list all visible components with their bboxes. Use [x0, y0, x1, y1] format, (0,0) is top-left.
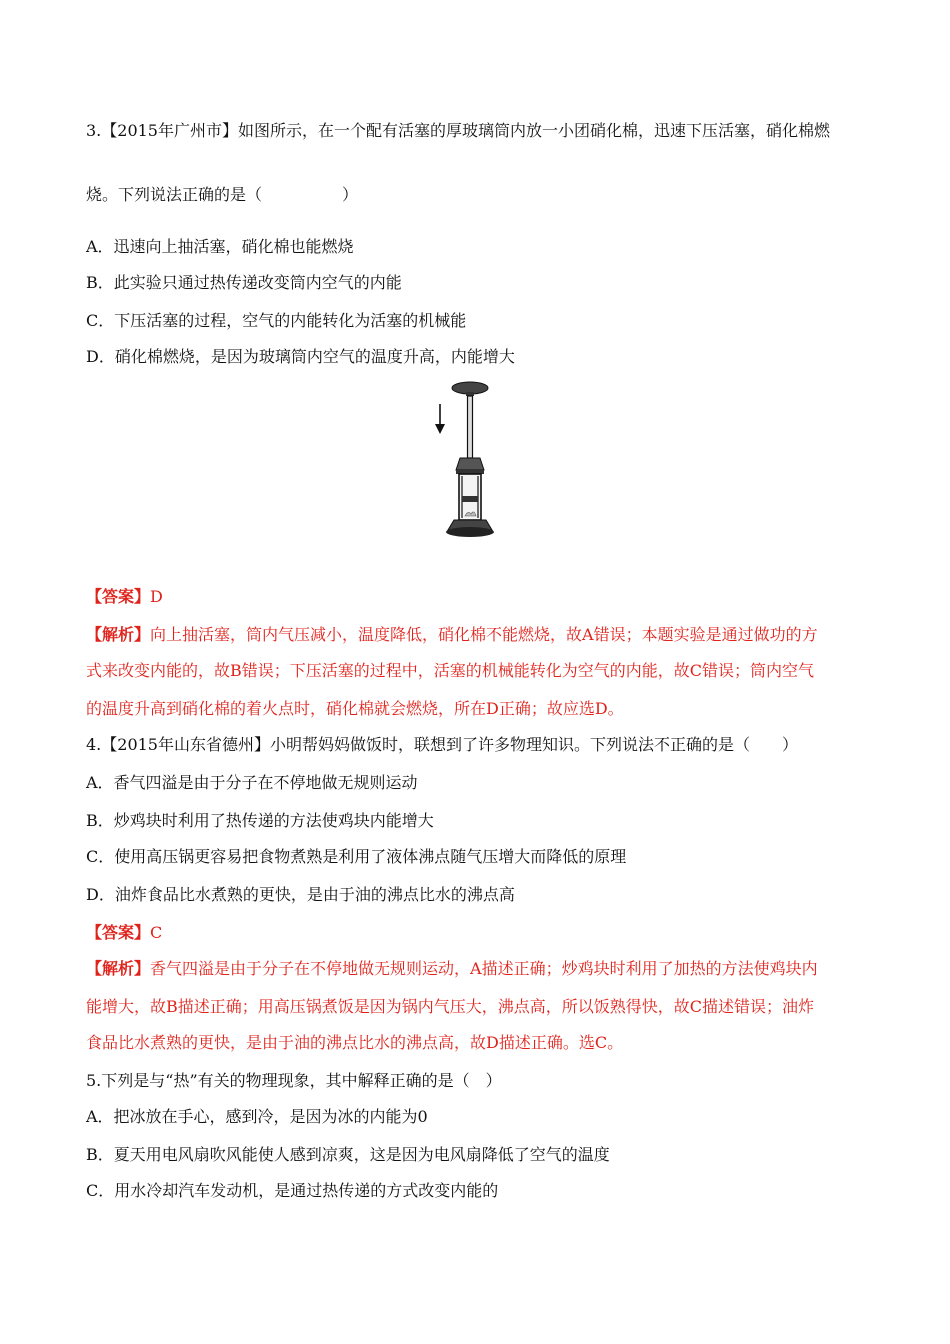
q4-option-c: C．使用高压锅更容易把食物煮熟是利用了液体沸点随气压增大而降低的原理: [86, 847, 627, 866]
q3-analysis-line3: 的温度升高到硝化棉的着火点时，硝化棉就会燃烧，所在D正确；故应选D。: [86, 699, 624, 718]
q4-option-a: A．香气四溢是由于分子在不停地做无规则运动: [86, 773, 418, 792]
q3-answer-label: 【答案】: [86, 587, 151, 606]
q3-option-d: D．硝化棉燃烧，是因为玻璃筒内空气的温度升高，内能增大: [86, 347, 515, 366]
q4-answer-label: 【答案】: [86, 923, 151, 942]
q3-answer: [86, 584, 163, 607]
q3-analysis-label: 【解析】: [86, 625, 151, 644]
q5-option-b: B．夏天用电风扇吹风能使人感到凉爽，这是因为电风扇降低了空气的温度: [86, 1145, 610, 1164]
q3-option-c: C．下压活塞的过程，空气的内能转化为活塞的机械能: [86, 311, 467, 330]
q3-answer-value: D: [150, 587, 163, 606]
piston-tube-figure: [432, 378, 502, 540]
q3-stem-line1: 3.【2015年广州市】如图所示，在一个配有活塞的厚玻璃筒内放一小团硝化棉，迅速下压活塞，硝化棉燃: [86, 121, 830, 140]
q4-analysis-line2: 能增大，故B描述正确；用高压锅煮饭是因为锅内气压大，沸点高，所以饭熟得快，故C描述错误；油炸: [86, 997, 815, 1016]
q4-option-b: B．炒鸡块时利用了热传递的方法使鸡块内能增大: [86, 811, 434, 830]
q4-stem: 4.【2015年山东省德州】小明帮妈妈做饭时，联想到了许多物理知识。下列说法不正确的是（ ）: [86, 735, 798, 754]
q4-answer: [86, 920, 162, 943]
q4-analysis-line1: 【解析】香气四溢是由于分子在不停地做无规则运动，A描述正确；炒鸡块时利用了加热的方法使鸡块内: [86, 959, 818, 978]
q5-option-a: A．把冰放在手心，感到冷，是因为冰的内能为0: [86, 1107, 428, 1126]
q4-analysis-line3: 食品比水煮熟的更快，是由于油的沸点比水的沸点高，故D描述正确。选C。: [86, 1033, 624, 1052]
q4-analysis-label: 【解析】: [86, 959, 151, 978]
q3-analysis-line1: 【解析】向上抽活塞，筒内气压减小，温度降低，硝化棉不能燃烧，故A错误；本题实验是通过做功的方: [86, 625, 818, 644]
down-arrow-icon: [435, 404, 445, 434]
q3-option-b: B．此实验只通过热传递改变筒内空气的内能: [86, 273, 402, 292]
q4-option-d: D．油炸食品比水煮熟的更快，是由于油的沸点比水的沸点高: [86, 885, 515, 904]
q5-stem: 5.下列是与“热”有关的物理现象，其中解释正确的是（ ）: [86, 1071, 502, 1090]
q4-answer-value: C: [150, 923, 163, 942]
q3-analysis-line2: 式来改变内能的，故B错误；下压活塞的过程中，活塞的机械能转化为空气的内能，故C错误；筒内空气: [86, 661, 815, 680]
q3-stem-line2: 烧。下列说法正确的是（ ）: [86, 185, 359, 204]
q5-option-c: C．用水冷却汽车发动机，是通过热传递的方式改变内能的: [86, 1181, 499, 1200]
q3-option-a: A．迅速向上抽活塞，硝化棉也能燃烧: [86, 237, 354, 256]
